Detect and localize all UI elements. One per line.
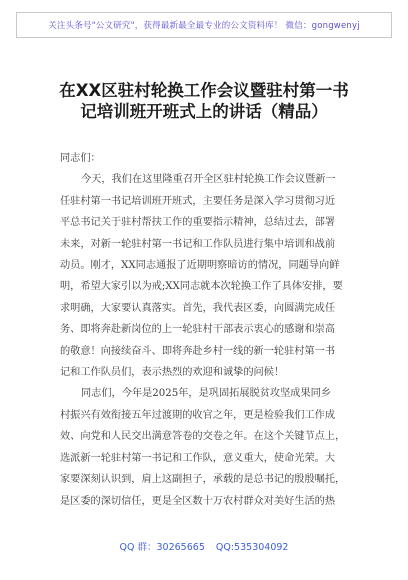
salutation: 同志们：	[60, 153, 101, 164]
body-lines	[60, 169, 350, 512]
body-line: 选派新一轮驻村第一书记和工作队，意义重大，使命光荣。大	[60, 452, 336, 464]
document-body	[60, 148, 350, 512]
body-line: 效、向党和人民交出满意答卷的交卷之年。在这个关键节点上，	[60, 431, 346, 443]
body-line: 村振兴有效衔接五年过渡期的收官之年，更是检验我们工作成	[60, 409, 336, 421]
body-line: 明，希望大家引以为戒;XX同志就本次轮换工作了具体安排，要	[60, 281, 343, 293]
body-line: 求明确，大家要认真落实。首先，我代表区委，向圆满完成任	[60, 302, 336, 314]
footer-contact	[0, 539, 408, 553]
header-notice-box	[16, 12, 392, 38]
header-notice: 关注头条号"公文研究"，获得最新最全最专业的公文资料库！ 微信：gongwenyj	[48, 21, 360, 31]
footer-qq-number: QQ:535304092	[215, 542, 289, 553]
body-line: 未来，对新一轮驻村第一书记和工作队员进行集中培训和战前	[60, 238, 336, 250]
body-line: 务、即将奔赴新岗位的上一轮驻村干部表示衷心的感谢和崇高	[60, 324, 336, 336]
body-line: 记和工作队员们，表示热烈的欢迎和诚挚的问候！	[60, 367, 285, 379]
body-line: 同志们，今年是2025年，是巩固拓展脱贫攻坚成果同乡	[81, 388, 332, 400]
title-line: 记培训班开班式上的讲话（精品）	[80, 102, 328, 121]
body-line: 家要深刻认识到，肩上这副担子，承载的是总书记的殷殷嘱托，	[60, 474, 346, 486]
body-line: 动员。刚才，XX同志通报了近期明察暗访的情况，同题导向鲜	[60, 260, 340, 272]
title-line: 在XX区驻村轮换工作会议暨驻村第一书	[59, 81, 349, 100]
body-line: 平总书记关于驻村帮扶工作的重要指示精神，总结过去，部署	[60, 217, 336, 229]
footer-qq-group: QQ 群：30265665	[119, 542, 205, 553]
body-line: 今天，我们在这里隆重召开全区驻村轮换工作会议暨新一	[81, 174, 336, 186]
body-line: 任驻村第一书记培训班开班式，主要任务是深入学习贯彻习近	[60, 195, 336, 207]
body-line: 的敬意！向接续奋斗、即将奔赴乡村一线的新一轮驻村第一书	[60, 345, 336, 357]
document-title	[40, 80, 368, 122]
body-line: 是区委的深切信任，更是全区数十万农村群众对美好生活的热	[60, 495, 336, 507]
